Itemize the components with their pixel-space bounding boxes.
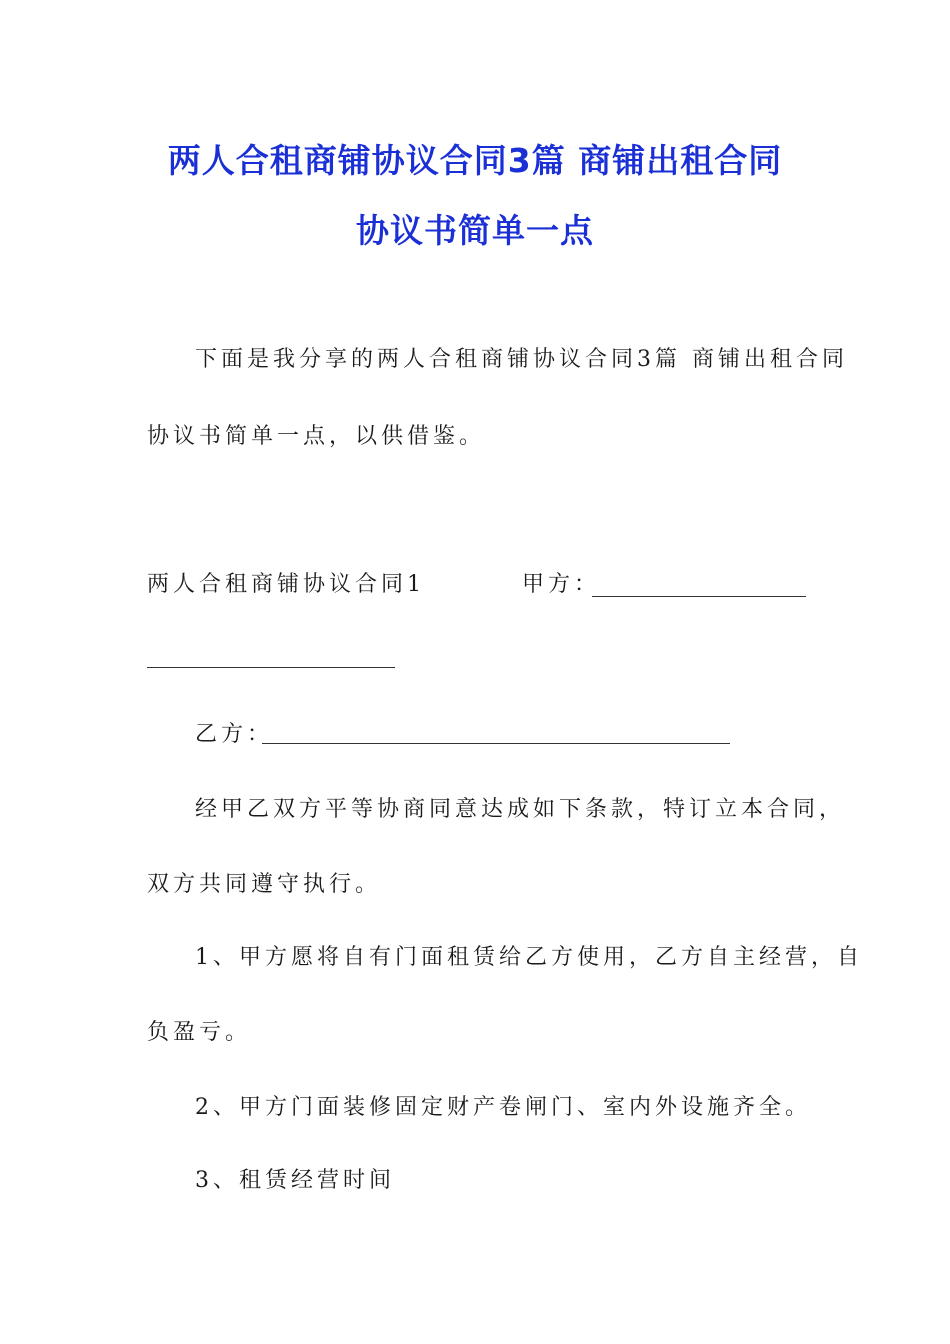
document-title-line-1: 两人合租商铺协议合同3篇 商铺出租合同 [167, 141, 783, 180]
clause-1-line-2: 负盈亏。 [147, 1020, 252, 1045]
agreement-paragraph-line-1: 经甲乙双方平等协商同意达成如下条款，特订立本合同， [195, 797, 846, 822]
party-b-blank-line [262, 743, 730, 744]
document-title-line-2: 协议书简单一点 [356, 211, 594, 250]
party-a-blank-line-continued [147, 667, 395, 668]
party-a-label: 甲方： [522, 572, 601, 597]
intro-paragraph-line-1: 下面是我分享的两人合租商铺协议合同3篇 商铺出租合同 [195, 347, 848, 372]
party-b-label: 乙方： [195, 722, 274, 747]
intro-paragraph-line-2: 协议书简单一点，以供借鉴。 [147, 424, 486, 449]
contract-heading: 两人合租商铺协议合同1 [147, 572, 425, 597]
clause-1-line-1: 1、甲方愿将自有门面租赁给乙方使用，乙方自主经营，自 [195, 945, 863, 970]
clause-3: 3、租赁经营时间 [195, 1168, 395, 1193]
party-a-blank-line [592, 596, 806, 597]
agreement-paragraph-line-2: 双方共同遵守执行。 [147, 872, 382, 897]
clause-2: 2、甲方门面装修固定财产卷闸门、室内外设施齐全。 [195, 1095, 811, 1120]
